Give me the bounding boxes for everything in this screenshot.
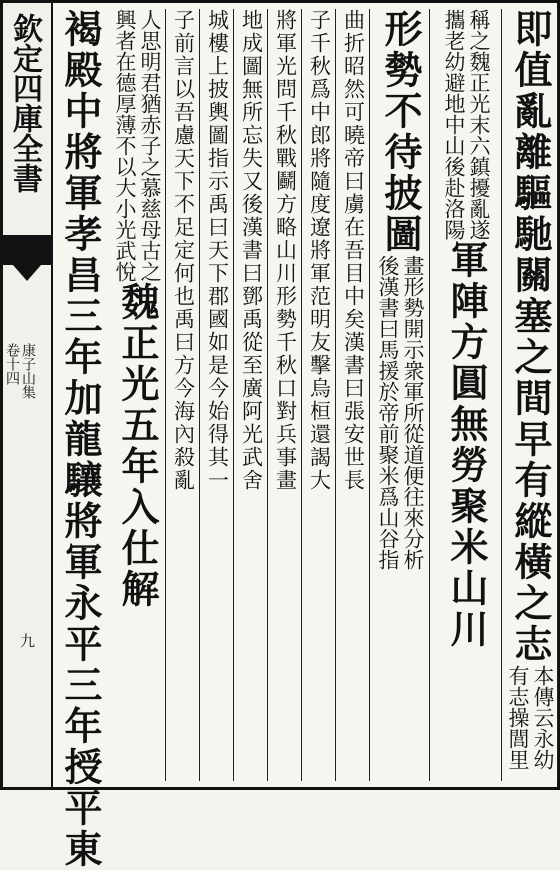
text-column-8 [201, 9, 234, 781]
annotation-line: 地成圖無所忘失又後漢書曰鄧禹從至廣阿光武舍 [239, 9, 264, 492]
volume-number: 卷十四 [4, 343, 20, 385]
fish-tail-block [3, 235, 51, 265]
main-text: 褐殿中將軍孝昌三年加龍驤將軍永平三年授平東 [58, 9, 103, 870]
annotation-line: 子千秋爲中郎將隨度遼將軍范明友擊烏桓還謁大 [307, 9, 332, 492]
text-column-2 [431, 9, 502, 781]
annotation-line: 本傳云永幼 [531, 665, 555, 770]
annotation-line: 後漢書曰馬援於帝前聚米爲山谷指 [376, 255, 400, 570]
annotation [114, 9, 160, 282]
main-text: 形勢不待披圖 [378, 9, 423, 255]
text-column-7 [235, 9, 268, 781]
annotation [443, 9, 489, 240]
annotation-line: 興者在德厚薄不以大小光武悅 [113, 9, 137, 282]
page-edge-margin [3, 3, 53, 787]
annotation-line: 人思明君猶赤子之慕慈母古之 [138, 9, 162, 282]
text-column-4 [337, 9, 370, 781]
fish-tail-icon [13, 265, 41, 281]
text-column-3 [371, 9, 430, 781]
text-column-9 [167, 9, 200, 781]
book-info [5, 343, 35, 399]
annotation-line: 城樓上披輿圖指示禹曰天下郡國如是今始得其一 [205, 9, 230, 492]
collection-title: 欽定四庫全書 [7, 13, 42, 193]
main-text: 魏正光五年入仕解 [115, 282, 160, 610]
main-text: 即值亂離驅馳關塞之間早有縱橫之志 [508, 9, 553, 665]
annotation-line: 畫形勢開示衆軍所從道便往來分析 [401, 255, 425, 570]
annotation-line: 將軍光問千秋戰鬬方略山川形勢千秋口對兵事畫 [273, 9, 298, 492]
annotation-line: 子前言以吾慮天下不足定何也禹曰方今海內殺亂 [171, 9, 196, 492]
annotation [507, 665, 553, 770]
annotation-line: 攜老幼避地中山後赴洛陽 [442, 9, 466, 240]
text-column-5 [303, 9, 336, 781]
text-column-1 [503, 9, 558, 781]
annotation-line: 稱之魏正光末六鎮擾亂遂 [467, 9, 491, 240]
annotation-line: 有志操閭里 [506, 665, 530, 770]
text-column-11 [53, 9, 107, 870]
book-title: 康子山集 [20, 343, 36, 399]
main-text: 軍陣方圓無勞聚米山川 [444, 240, 489, 650]
text-column-10 [109, 9, 166, 781]
annotation-line: 曲折昭然可曉帝曰虜在吾目中矣漢書曰張安世長 [341, 9, 366, 492]
annotation [377, 255, 423, 570]
page-number: 九 [18, 633, 36, 648]
text-column-6 [269, 9, 302, 781]
